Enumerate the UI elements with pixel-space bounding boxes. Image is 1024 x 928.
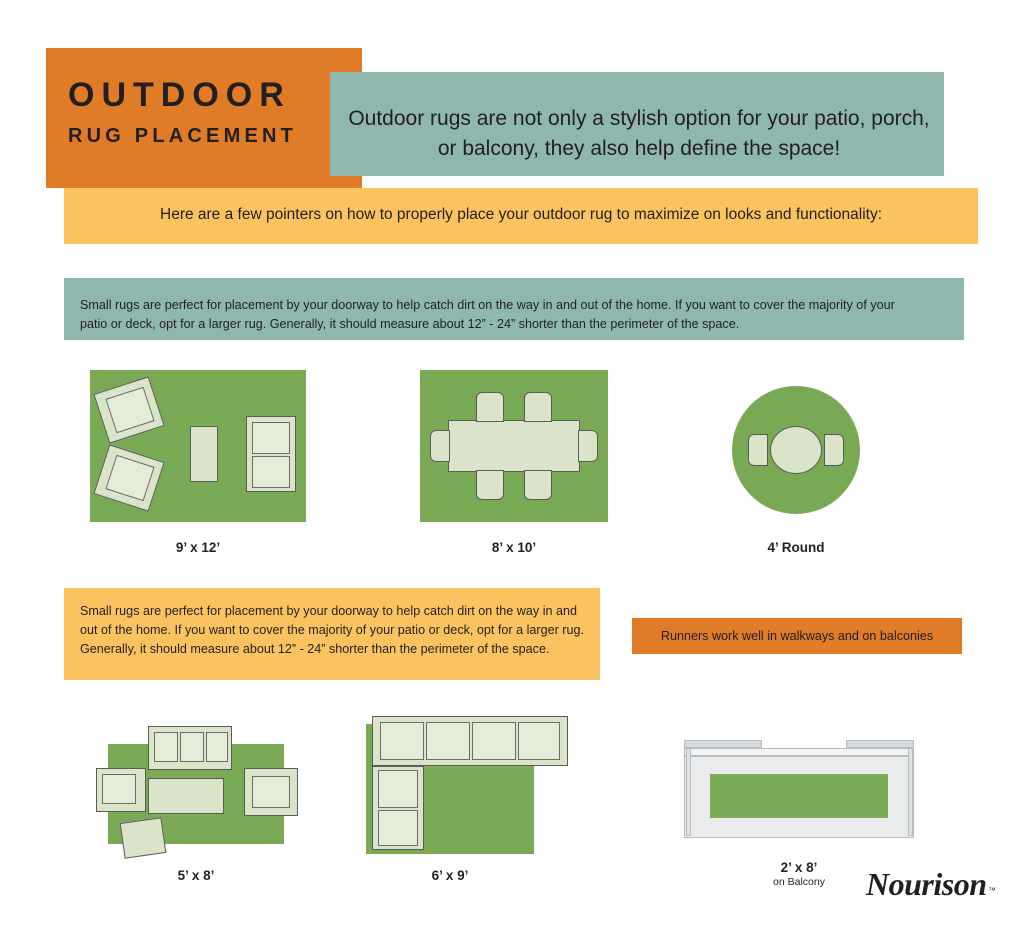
round-table [770, 426, 822, 474]
sectional-top-cushion-2 [426, 722, 470, 760]
sectional-top-cushion-3 [472, 722, 516, 760]
dining-chair-right [578, 430, 598, 462]
round-chair-right [824, 434, 844, 466]
armchair-right-cushion [252, 776, 290, 808]
yellow-paragraph-text: Small rugs are perfect for placement by your doorway to help catch dirt on the way in and out of the home. If you want to cover the majority of your patio or deck, opt for a larger rug. Generally, it should measure about 12” - 24” shorter than the perimeter of the space. [80, 604, 585, 656]
dining-chair-left [430, 430, 450, 462]
round-chair-left [748, 434, 768, 466]
caption-rug-2x8-sub: on Balcony [773, 876, 825, 888]
caption-rug-2x8: 2’ x 8’ [780, 860, 818, 875]
sofa-cushion-2 [252, 456, 290, 488]
title-background-block [46, 48, 362, 188]
sofa-top-cushion-2 [180, 732, 204, 762]
balcony-post-left [686, 748, 691, 836]
coffee-table [190, 426, 218, 482]
coffee-table-5x8 [148, 778, 224, 814]
rug-2x8-runner [710, 774, 888, 818]
page-title: OUTDOOR [68, 76, 291, 114]
caption-rug-5x8: 5’ x 8’ [177, 868, 215, 883]
armchair-left-cushion [102, 774, 136, 804]
orange-runner-text: Runners work well in walkways and on balconies [660, 629, 934, 643]
dining-chair-bottom-2 [524, 470, 552, 500]
caption-rug-4-round: 4’ Round [767, 540, 825, 555]
sectional-top-cushion-1 [380, 722, 424, 760]
caption-rug-6x9: 6’ x 9’ [431, 868, 469, 883]
dining-chair-top-2 [524, 392, 552, 422]
balcony-railing-right [846, 740, 914, 748]
caption-rug-8x10: 8’ x 10’ [491, 540, 537, 555]
sofa-cushion-1 [252, 422, 290, 454]
sectional-left-cushion-2 [378, 810, 418, 846]
balcony-post-right [908, 748, 913, 836]
subhead-text: Here are a few pointers on how to properly place your outdoor rug to maximize on looks and functionality: [160, 206, 882, 223]
sectional-top-cushion-4 [518, 722, 560, 760]
dining-chair-top-1 [476, 392, 504, 422]
balcony-ledge [684, 748, 914, 756]
dining-table [448, 420, 580, 472]
sectional-left-cushion-1 [378, 770, 418, 808]
brand-trademark: ™ [988, 886, 996, 895]
ottoman [120, 817, 167, 858]
balcony-railing-left [684, 740, 762, 748]
dining-chair-bottom-1 [476, 470, 504, 500]
page-subtitle: RUG PLACEMENT [68, 125, 298, 147]
headline-text: Outdoor rugs are not only a stylish option for your patio, porch, or balcony, they also help define the space! [348, 107, 930, 160]
sofa-top-cushion-3 [206, 732, 228, 762]
sofa-top-cushion-1 [154, 732, 178, 762]
brand-logo: Nourison [866, 866, 987, 902]
caption-rug-9x12: 9’ x 12’ [175, 540, 221, 555]
teal-paragraph-text: Small rugs are perfect for placement by your doorway to help catch dirt on the way in and out of the home. If you want to cover the majority of your patio or deck, opt for a larger rug. Generally, it should measure about 12” - 24” shorter than the perimeter of the space. [80, 298, 895, 331]
